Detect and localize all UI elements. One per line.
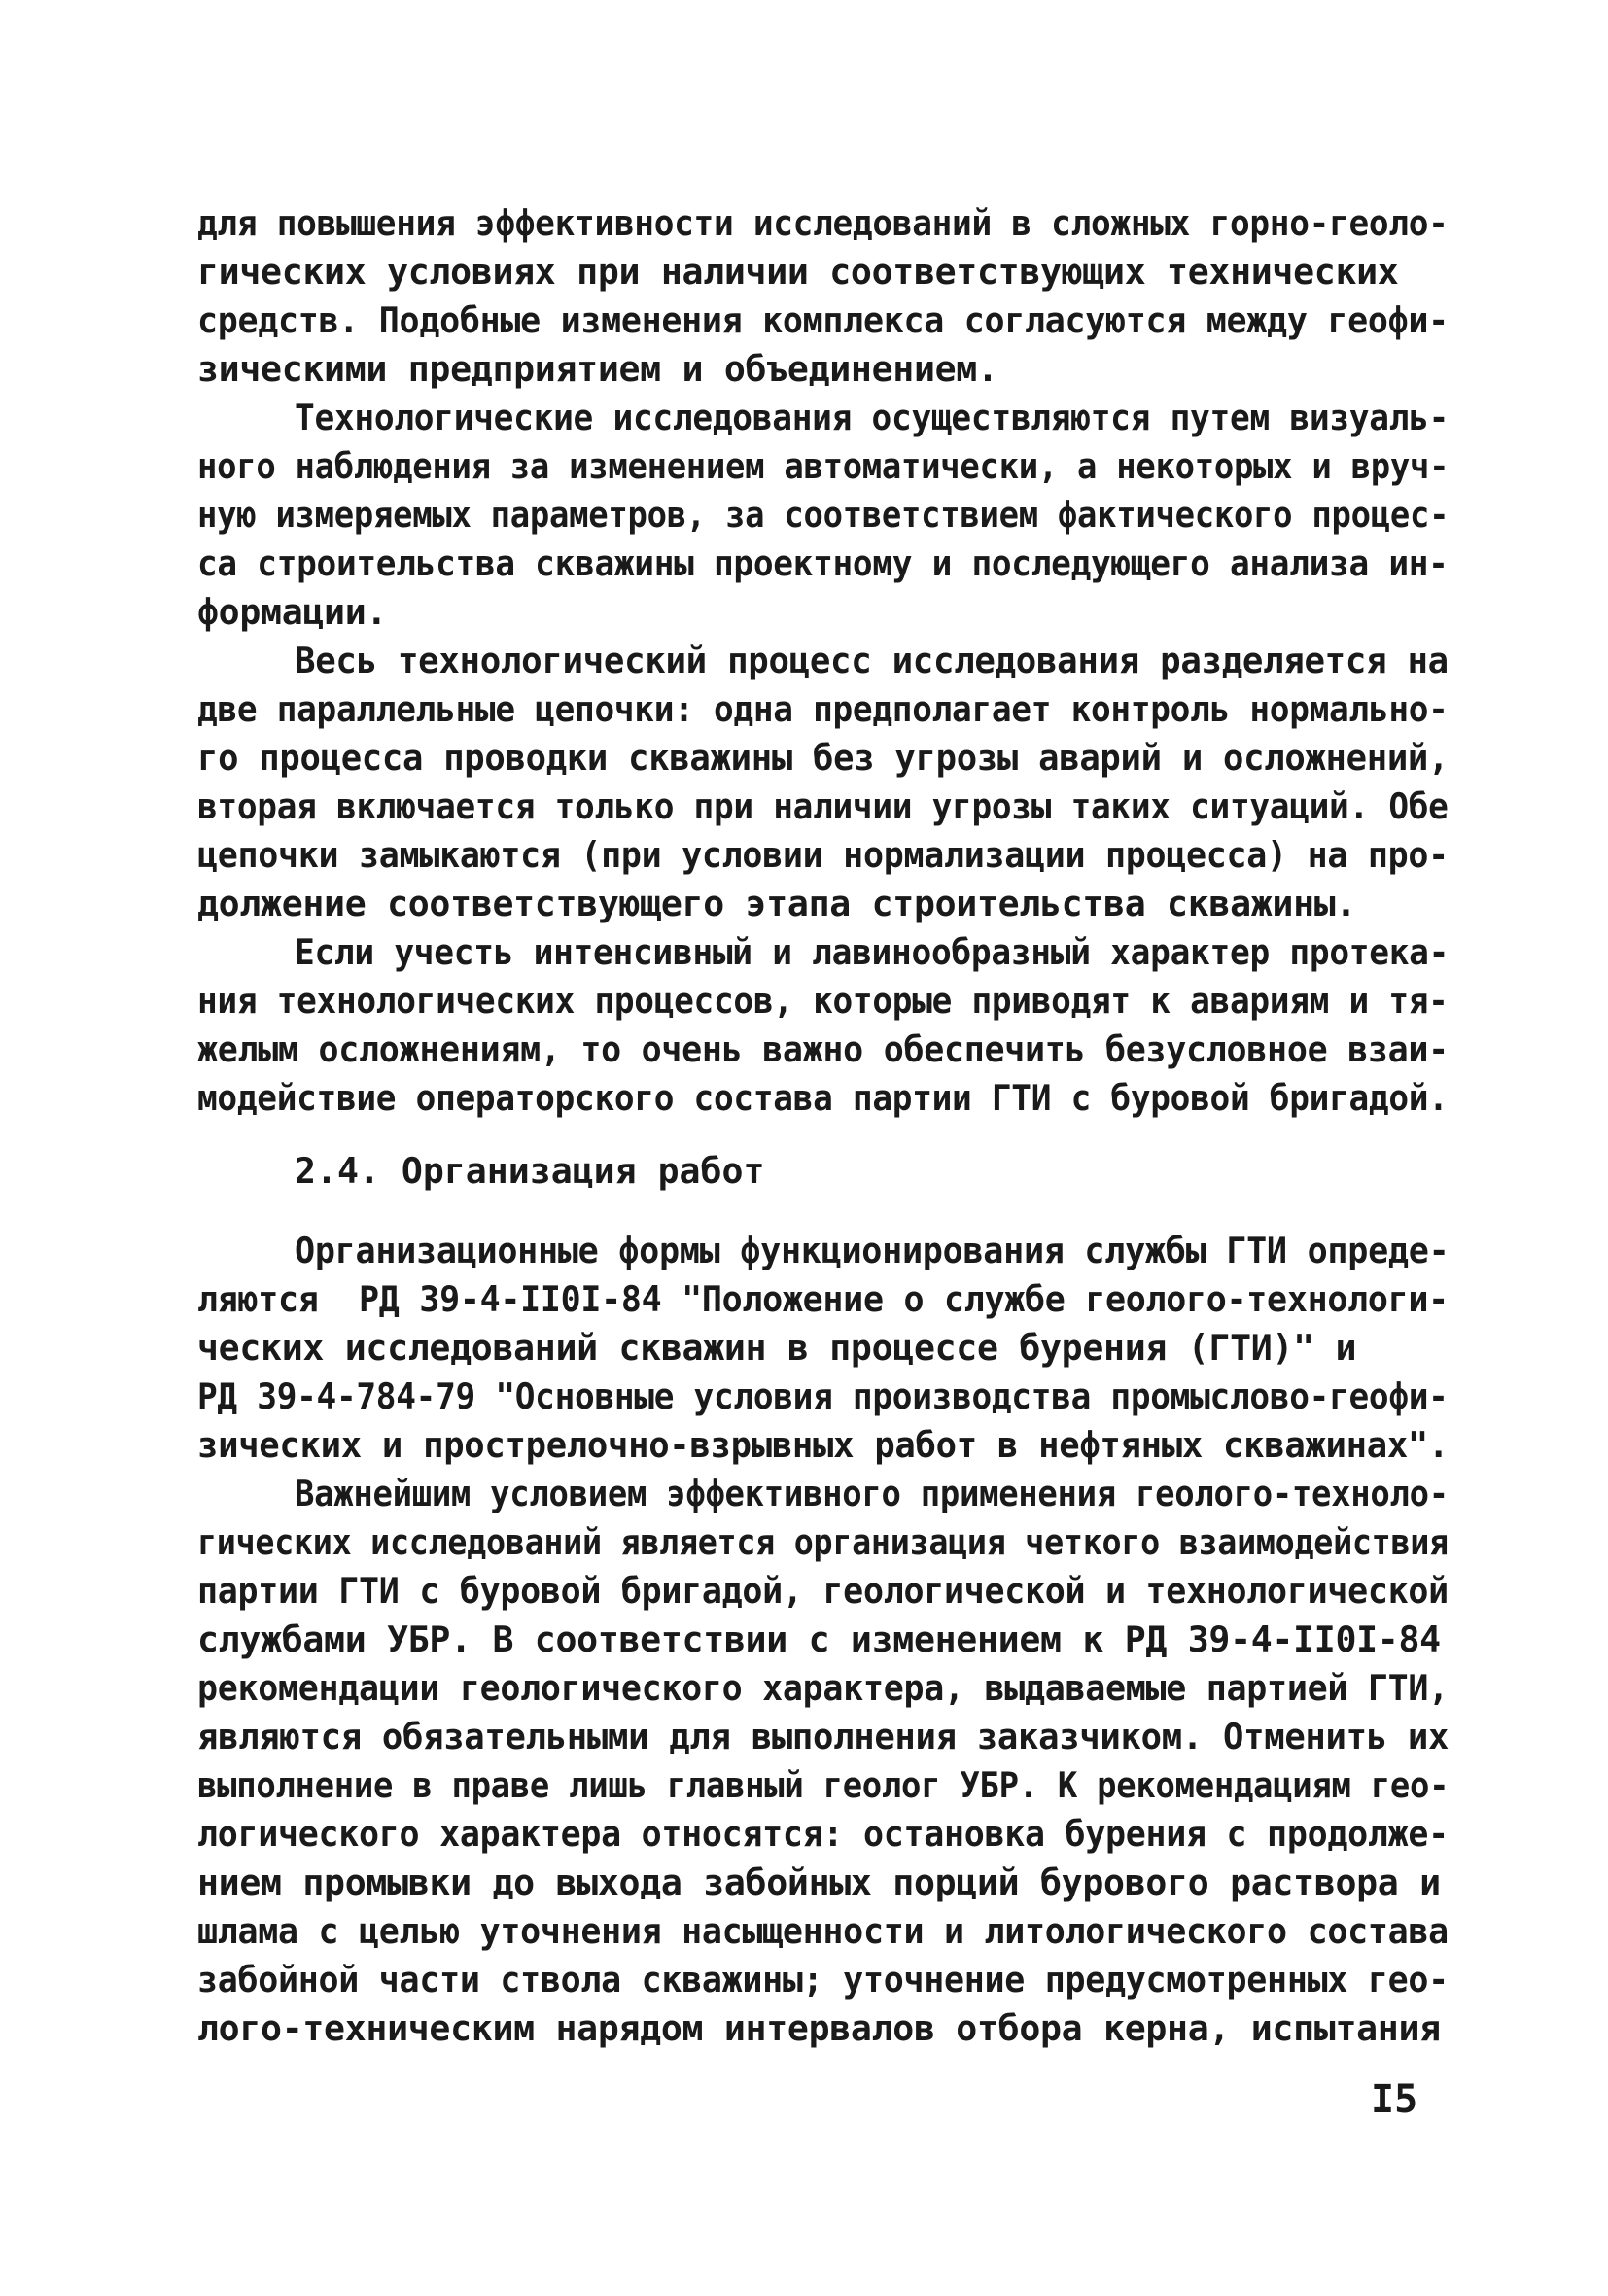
text-line: гических исследований является организация четкого взаимодействия [197, 1521, 1449, 1563]
text-line: Технологические исследования осуществляются путем визуаль- [295, 397, 1450, 438]
text-line: формации. [197, 591, 388, 633]
text-line: являются обязательными для выполнения заказчиком. Отменить их [197, 1716, 1450, 1757]
text-line: Если учесть интенсивный и лавинообразный характер протека- [295, 931, 1450, 973]
text-line: нием промывки до выхода забойных порций бурового раствора и [197, 1861, 1441, 1903]
text-line: зическими предприятием и объединением. [197, 348, 998, 390]
text-line: шлама с целью уточнения насыщенности и литологического состава [197, 1910, 1449, 1952]
text-line: партии ГТИ с буровой бригадой, геологической и технологической [197, 1570, 1449, 1612]
text-line: РД 39-4-784-79 "Основные условия производства промыслово-геофи- [197, 1375, 1449, 1417]
text-line: ния технологических процессов, которые приводят к авариям и тя- [197, 980, 1449, 1022]
text-line: забойной части ствола скважины; уточнение предусмотренных гео- [197, 1959, 1449, 2000]
text-line: ную измеряемых параметров, за соответствием фактического процес- [197, 494, 1450, 536]
text-line: лого-техническим нарядом интервалов отбора керна, испытания [197, 2007, 1441, 2049]
text-line: Весь технологический процесс исследования разделяется на [295, 640, 1449, 681]
text-line: Организационные формы функционирования службы ГТИ опреде- [295, 1230, 1450, 1271]
text-line: ного наблюдения за изменением автоматически, а некоторых и вруч- [197, 445, 1450, 487]
text-line: модействие операторского состава партии ГТИ с буровой бригадой. [197, 1077, 1449, 1119]
section-heading: 2.4. Организация работ [295, 1150, 765, 1192]
text-line: две параллельные цепочки: одна предполагает контроль нормально- [197, 688, 1449, 730]
text-line: ляются РД 39-4-II0I-84 "Положение о службе геолого-технологи- [197, 1278, 1449, 1320]
text-line: вторая включается только при наличии угрозы таких ситуаций. Обе [197, 785, 1449, 827]
text-line: цепочки замыкаются (при условии нормализации процесса) на про- [197, 834, 1449, 876]
text-line: службами УБР. В соответствии с изменением к РД 39-4-II0I-84 [197, 1618, 1441, 1660]
text-line: желым осложнениям, то очень важно обеспечить безусловное взаи- [197, 1028, 1449, 1070]
text-line: Важнейшим условием эффективного применения геолого-техноло- [295, 1473, 1449, 1514]
text-line: са строительства скважины проектному и последующего анализа ин- [197, 542, 1449, 584]
text-line: должение соответствующего этапа строительства скважины. [197, 883, 1357, 924]
text-line: гических условиях при наличии соответствующих технических [197, 251, 1399, 293]
text-line: выполнение в праве лишь главный геолог УБР. К рекомендациям гео- [197, 1764, 1450, 1806]
page-number: I5 [1371, 2077, 1418, 2122]
text-line: для повышения эффективности исследований в сложных горно-геоло- [197, 202, 1449, 244]
text-line: ческих исследований скважин в процессе бурения (ГТИ)" и [197, 1327, 1357, 1369]
text-line: рекомендации геологического характера, выдаваемые партией ГТИ, [197, 1667, 1449, 1709]
text-line: зических и прострелочно-взрывных работ в нефтяных скважинах". [197, 1424, 1450, 1466]
text-line: го процесса проводки скважины без угрозы аварий и осложнений, [197, 737, 1450, 779]
text-line: средств. Подобные изменения комплекса согласуются между геофи- [197, 299, 1449, 341]
text-line: логического характера относятся: остановка бурения с продолже- [197, 1813, 1449, 1855]
